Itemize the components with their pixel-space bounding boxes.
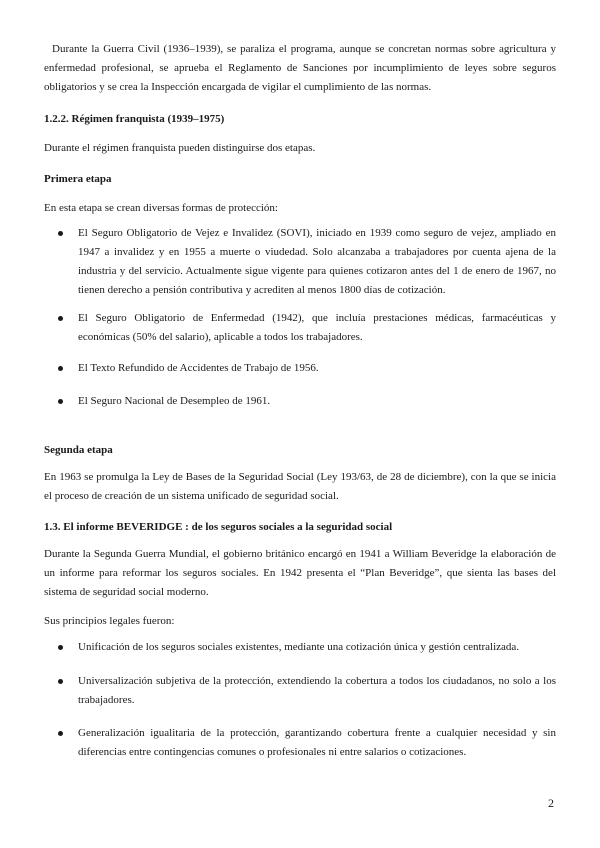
- bullet-icon: [58, 231, 63, 236]
- bullet-icon: [58, 645, 63, 650]
- list-item: [78, 638, 556, 657]
- heading-primera-etapa: Primera etapa: [44, 173, 112, 185]
- section-1-2-2-text: Durante el régimen franquista pueden distinguirse dos etapas.: [44, 142, 316, 154]
- list-item-text: El Texto Refundido de Accidentes de Trabajo de 1956.: [78, 362, 319, 374]
- bullet-icon: [58, 679, 63, 684]
- list-item: [78, 359, 556, 378]
- list-item-text: Unificación de los seguros sociales existentes, mediante una cotización única y gestión centralizada.: [78, 641, 520, 653]
- list-item-text: El Seguro Obligatorio de Vejez e Invalidez (SOVI), iniciado en 1939 como seguro de vejez, ampliado en 1947 a invalidez y en 1955 a muerte o viudedad. Solo alcanzaba a trabajadores por cuenta ajena de la industria y del servicio. Actualmente sigue vigente para quienes cotizaron antes del 1 de enero de 1967, no tienen derecho a pensión contributiva y acrediten al menos 1800 días de cotización.: [78, 227, 556, 296]
- bullet-icon: [58, 316, 63, 321]
- list-item: [78, 672, 556, 710]
- list-item-text: Universalización subjetiva de la protección, extendiendo la cobertura a todos los ciudadanos, no solo a los trabajadores.: [78, 675, 556, 706]
- intro-paragraph: Durante la Guerra Civil (1936–1939), se paraliza el programa, aunque se concretan normas sobre agricultura y enfermedad profesional, se aprueba el Reglamento de Sanciones por incumplimiento de leyes sobre seguros obligatorios y se crea la Inspección encargada de vigilar el cumplimiento de las normas.: [44, 43, 556, 93]
- list-item: [78, 309, 556, 347]
- segunda-etapa-text: En 1963 se promulga la Ley de Bases de la Seguridad Social (Ley 193/63, de 28 de diciembre), con la que se inicia el proceso de creación de un sistema unificado de seguridad social.: [44, 471, 556, 502]
- principles-intro: Sus principios legales fueron:: [44, 615, 175, 627]
- list-item-text: El Seguro Obligatorio de Enfermedad (1942), que incluía prestaciones médicas, farmacéuticas y económicas (50% del salario), aplicable a todos los trabajadores.: [78, 312, 556, 343]
- list-item: [78, 724, 556, 762]
- list-item: [78, 392, 556, 411]
- bullet-icon: [58, 399, 63, 404]
- bullet-icon: [58, 731, 63, 736]
- bullet-icon: [58, 366, 63, 371]
- section-heading-1-3: 1.3. El informe BEVERIDGE : de los seguros sociales a la seguridad social: [44, 521, 393, 533]
- list-item-text: El Seguro Nacional de Desempleo de 1961.: [78, 395, 271, 407]
- heading-segunda-etapa: Segunda etapa: [44, 444, 113, 456]
- page-number: 2: [548, 796, 554, 810]
- primera-etapa-text: En esta etapa se crean diversas formas de protección:: [44, 202, 278, 214]
- section-1-3-text: Durante la Segunda Guerra Mundial, el gobierno británico encargó en 1941 a William Beveridge la elaboración de un informe para reformar los seguros sociales. En 1942 presenta el “Plan Beveridge”, que sienta las bases del sistema de seguridad social moderno.: [44, 548, 556, 598]
- list-item: [78, 224, 556, 300]
- section-heading-1-2-2: 1.2.2. Régimen franquista (1939–1975): [44, 113, 225, 125]
- list-item-text: Generalización igualitaria de la protección, garantizando cobertura frente a cualquier necesidad y sin diferencias entre contingencias comunes o profesionales ni entre salarios o cotizaciones.: [78, 727, 556, 758]
